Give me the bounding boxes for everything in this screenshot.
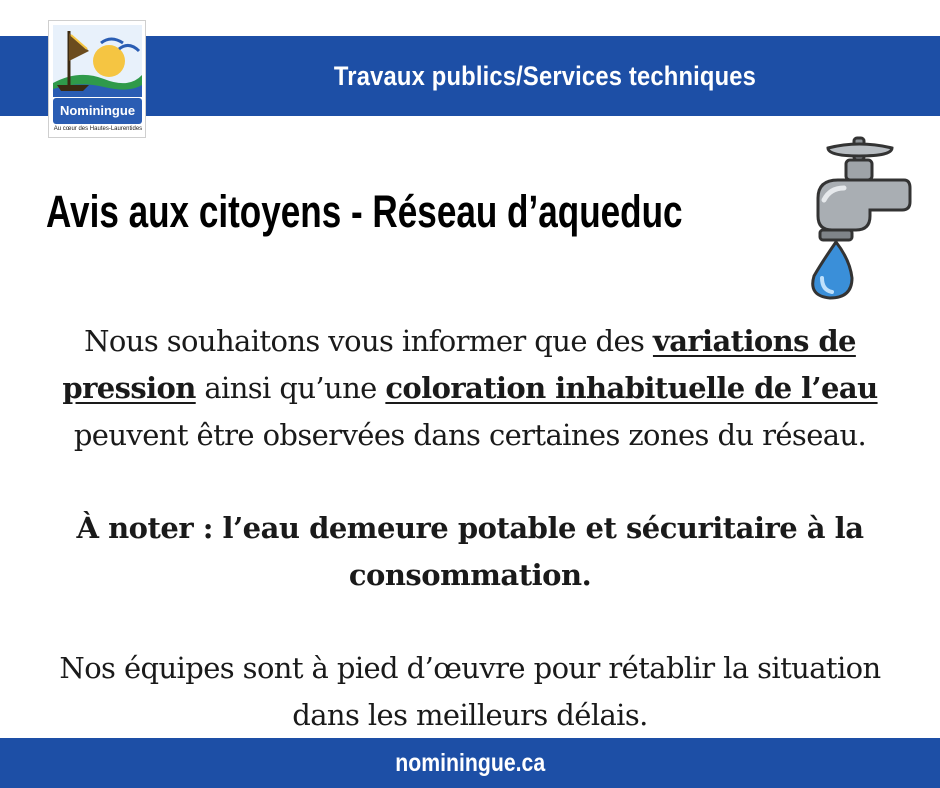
- pressure-notice-paragraph: [0, 318, 940, 459]
- crews-working-paragraph: [0, 645, 940, 739]
- footer-banner: [0, 738, 940, 788]
- water-faucet-icon: [800, 130, 925, 300]
- header-title: Travaux publics/Services techniques: [333, 60, 757, 91]
- headline: Avis aux citoyens - Réseau d’aqueduc: [46, 186, 683, 237]
- potable-water-note: [0, 505, 940, 599]
- paragraph3-line2: dans les meilleurs délais.: [292, 698, 648, 732]
- paragraph1-line1: [0, 318, 940, 365]
- municipality-logo: [48, 20, 146, 138]
- paragraph2-line2: consommation.: [348, 558, 592, 592]
- paragraph1-text: Nous souhaitons vous informer que des: [84, 324, 653, 358]
- emphasis-pressure-variations: variations de: [652, 324, 856, 358]
- paragraph3-line1: Nos équipes sont à pied d’œuvre pour rétablir la situation: [59, 651, 881, 685]
- emphasis-pressure: pression: [62, 371, 196, 405]
- emphasis-unusual-coloration: coloration inhabituelle de l’eau: [385, 371, 878, 405]
- website-link[interactable]: nominingue.ca: [395, 748, 545, 777]
- paragraph1-line3: peuvent être observées dans certaines zones du réseau.: [73, 418, 867, 452]
- logo-tagline: Au cœur des Hautes-Laurentides: [53, 126, 143, 132]
- logo-name: Nominingue: [53, 98, 142, 124]
- paragraph1-text-mid: ainsi qu’une: [195, 371, 386, 405]
- paragraph2-line1: À noter : l’eau demeure potable et sécuritaire à la: [76, 511, 864, 545]
- paragraph1-line2: [0, 365, 940, 412]
